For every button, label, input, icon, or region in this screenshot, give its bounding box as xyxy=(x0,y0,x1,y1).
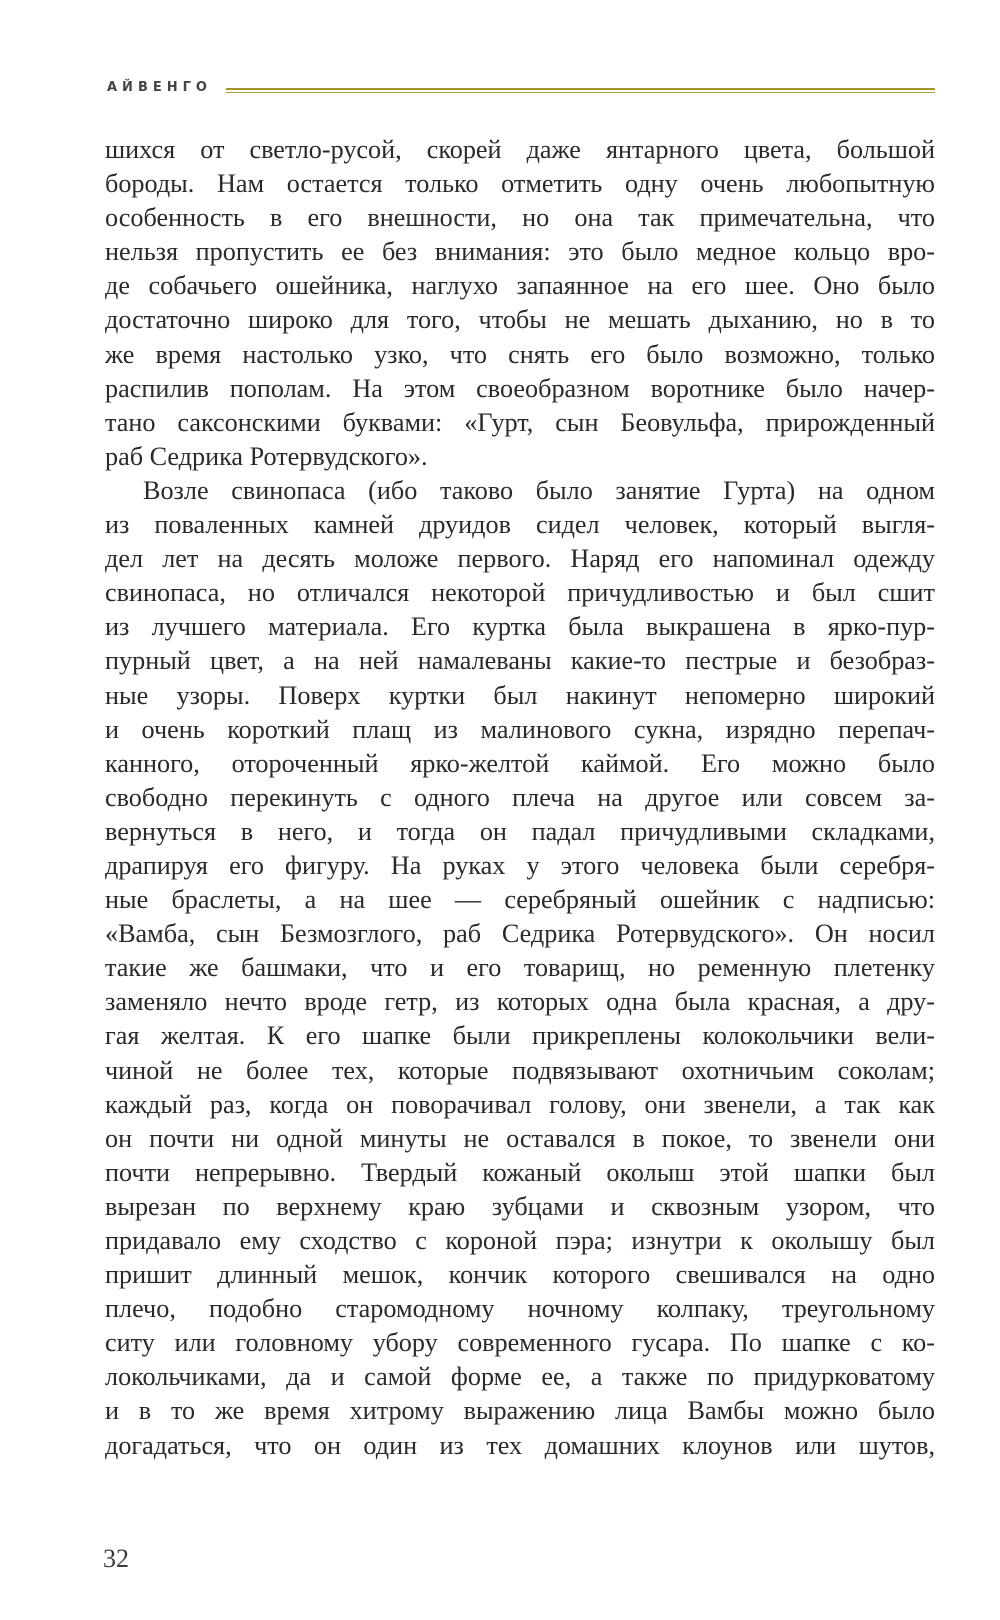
text-line: чиной не более тех, которые подвязывают охотничьим соколам; xyxy=(105,1055,935,1085)
running-head xyxy=(107,75,935,99)
text-line: вырезан по верхнему краю зубцами и сквозным узором, что xyxy=(105,1191,935,1221)
text-line: ные узоры. Поверх куртки был накинут непомерно широкий xyxy=(105,680,935,710)
body-text xyxy=(105,133,935,1463)
text-line: гая желтая. К его шапке были прикреплены колокольчики вели- xyxy=(105,1021,935,1051)
text-line: вернуться в него, и тогда он падал причудливыми складками, xyxy=(105,816,935,846)
text-line: распилив пополам. На этом своеобразном воротнике было начер- xyxy=(105,373,935,403)
text-line: локольчиками, да и самой форме ее, а также по придурковатому xyxy=(105,1362,935,1392)
text-line: и очень короткий плащ из малинового сукна, изрядно перепач- xyxy=(105,714,935,744)
text-line: ситу или головному убору современного гусара. По шапке с ко- xyxy=(105,1328,935,1358)
text-line: шихся от светло-русой, скорей даже янтарного цвета, большой xyxy=(105,135,935,164)
text-line: Возле свинопаса (ибо таково было занятие Гурта) на одном xyxy=(143,475,935,505)
text-line: из поваленных камней друидов сидел человек, который выгля- xyxy=(105,510,935,540)
text-line: плечо, подобно старомодному ночному колпаку, треугольному xyxy=(105,1294,935,1324)
text-line: из лучшего материала. Его куртка была выкрашена в ярко-пур- xyxy=(105,612,935,642)
text-line: придавало ему сходство с короной пэра; изнутри к околышу был xyxy=(105,1226,935,1255)
text-line: достаточно широко для того, чтобы не мешать дыханию, но в то xyxy=(105,305,935,335)
text-line: драпируя его фигуру. На руках у этого человека были серебря- xyxy=(105,850,935,880)
text-line: и в то же время хитрому выражению лица Вамбы можно было xyxy=(105,1396,935,1426)
text-line: такие же башмаки, что и его товарищ, но ременную плетенку xyxy=(105,953,935,983)
page-number: 32 xyxy=(103,1544,129,1573)
text-line: канного, отороченный ярко-желтой каймой. Его можно было xyxy=(105,748,935,778)
text-line: раб Седрика Ротервудского». xyxy=(105,441,428,471)
text-line: тано саксонскими буквами: «Гурт, сын Беовульфа, прирожденный xyxy=(105,407,935,437)
text-line: де собачьего ошейника, наглухо запаянное на его шее. Оно было xyxy=(105,271,935,301)
text-line: он почти ни одной минуты не оставался в покое, то звенели они xyxy=(105,1123,935,1153)
text-line: бороды. Нам остается только отметить одну очень любопытную xyxy=(105,169,935,199)
text-line: пришит длинный мешок, кончик которого свешивался на одно xyxy=(105,1260,935,1290)
text-line: свободно перекинуть с одного плеча на другое или совсем за- xyxy=(105,782,935,812)
text-line: каждый раз, когда он поворачивал голову, они звенели, а так как xyxy=(105,1089,935,1119)
text-line: же время настолько узко, что снять его было возможно, только xyxy=(105,339,935,369)
text-line: ные браслеты, а на шее — серебряный ошейник с надписью: xyxy=(105,885,935,915)
text-line: особенность в его внешности, но она так примечательна, что xyxy=(105,203,935,233)
text-line: почти непрерывно. Твердый кожаный околыш этой шапки был xyxy=(105,1157,935,1187)
header-rule xyxy=(226,88,935,90)
text-line: свинопаса, но отличался некоторой причудливостью и был сшит xyxy=(105,578,935,608)
text-line: догадаться, что он один из тех домашних клоунов или шутов, xyxy=(105,1430,935,1460)
text-line: заменяло нечто вроде гетр, из которых одна была красная, а дру- xyxy=(105,987,935,1017)
text-line: пурный цвет, а на ней намалеваны какие-то пестрые и безобраз- xyxy=(105,646,935,676)
text-line: нельзя пропустить ее без внимания: это было медное кольцо вро- xyxy=(105,237,935,267)
text-line: «Вамба, сын Безмозглого, раб Седрика Ротервудского». Он носил xyxy=(105,919,935,949)
text-line: дел лет на десять моложе первого. Наряд его напоминал одежду xyxy=(105,544,935,574)
running-title: АЙВЕНГО xyxy=(107,79,212,95)
